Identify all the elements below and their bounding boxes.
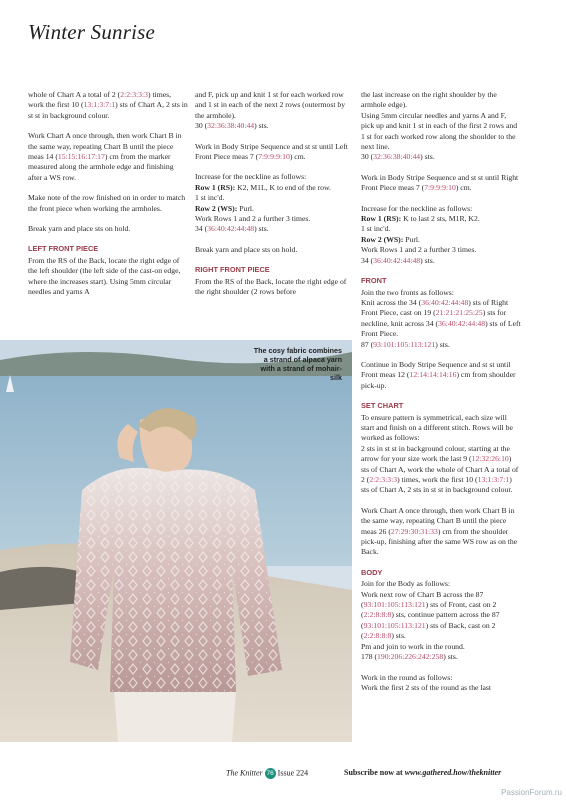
- magazine-name: The Knitter: [226, 768, 263, 778]
- paragraph: Work in Body Stripe Sequence and st st until Left Front Piece meas 7 (7:9:9:9:10) cm.: [195, 141, 348, 162]
- section-heading: BODY: [361, 567, 383, 577]
- issue-number: Issue 224: [277, 768, 309, 778]
- paragraph: Make note of the row finished on in order to match the front piece when working the armholes.: [28, 193, 186, 213]
- paragraph: Work Chart A once through, then work Chart B in the same way, repeating Chart B until the piece meas 26 (27:29:30:31:33) cm from the shoulder pick-up, finishing after the same WS row as on the Back.: [361, 505, 518, 557]
- paragraph: Increase for the neckline as follows: Row 1 (RS): K2, M1L, K to end of the row. 1 st inc'd. Row 2 (WS): Purl. Work Rows 1 and 2 a further 3 times. 34 (36:40:42:44:48) sts.: [195, 172, 331, 234]
- pattern-title: Winter Sunrise: [28, 20, 156, 44]
- section-heading: LEFT FRONT PIECE: [28, 244, 99, 254]
- paragraph: the last increase on the right shoulder by the armhole edge). Using 5mm circular needles and yarns A and F, pick up and knit 1 st in each of the first 2 rows and 1 st for each worked row along the shoulder to the next line. 30 (32:36:38:40:44) sts.: [361, 90, 518, 162]
- section-heading: RIGHT FRONT PIECE: [195, 265, 270, 275]
- watermark: PassionForum.ru: [501, 788, 562, 797]
- paragraph: and F, pick up and knit 1 st for each worked row and 1 st in each of the next 2 rows (outermost by the armhole). 30 (32:36:38:40:44) sts.: [195, 90, 346, 131]
- paragraph: To ensure pattern is symmetrical, each size will start and finish on a different stitch. Rows will be worked as follows: 2 sts in st st in background colour, starting at the arrow for your size work the last 9 (12:32:26:10) sts of Chart A, work the whole of Chart A a total of 2 (2:2:3:3:3) times, work the first 10 (13:1:3:7:1) sts of Chart A, 2 sts in st st in background colour.: [361, 412, 519, 495]
- subscribe-link[interactable]: www.gathered.how/theknitter: [404, 768, 502, 777]
- paragraph: Work Chart A once through, then work Chart B in the same way, repeating Chart B until the piece meas 14 (15:15:16:17:17) cm from the marker measured along the armhole edge and finishing after a WS row.: [28, 131, 182, 182]
- section-heading: FRONT: [361, 276, 387, 286]
- text-column-3: [361, 90, 521, 703]
- text-column-1: [28, 90, 188, 308]
- page-number: 76: [266, 770, 274, 777]
- paragraph: Increase for the neckline as follows: Row 1 (RS): K to last 2 sts, M1R, K2. 1 st inc'd. Row 2 (WS): Purl. Work Rows 1 and 2 a further 3 times. 34 (36:40:42:44:48) sts.: [361, 203, 480, 265]
- paragraph: From the RS of the Back, locate the right edge of the left shoulder (the left side of the cast-on edge, where the increases start). Using 5mm circular needles and yarns A: [28, 255, 181, 297]
- section-heading: SET CHART: [361, 401, 404, 411]
- paragraph: Continue in Body Stripe Sequence and st st until Front meas 12 (12:14:14:14:16) cm from shoulder pick-up.: [361, 359, 516, 390]
- magazine-footer: [226, 768, 308, 779]
- paragraph: From the RS of the Back, locate the right edge of the right shoulder (2 rows before: [195, 276, 347, 297]
- subscribe-line: Subscribe now at www.gathered.how/theknitter: [344, 768, 502, 777]
- paragraph: Join the two fronts as follows: Knit across the 34 (36:40:42:44:48) sts of Right Front Piece, cast on 19 (21:21:21:25:25) sts for neckline, knit across 34 (36:40:42:44:48) sts of Left Front Piece. 87 (93:101:105:113:121) sts.: [361, 287, 521, 349]
- text-column-2: [195, 90, 350, 308]
- photo-illustration: [0, 340, 352, 742]
- paragraph: Join for the Body as follows: Work next row of Chart B across the 87 (93:101:105:113:121) sts of Front, cast on 2 (2:2:8:8:8) sts, continue pattern across the 87 (93:101:105:113:121) sts of Back, cast on 2 (2:2:8:8:8) sts. Pm and join to work in the round. 178 (190:206:226:242:258) sts.: [361, 579, 500, 662]
- paragraph: whole of Chart A a total of 2 (2:2:3:3:3) times, work the first 10 (13:1:3:7:1) sts of Chart A, 2 sts in st st in background colour.: [28, 90, 188, 120]
- paragraph: Break yarn and place sts on hold.: [195, 244, 298, 254]
- model-photo: [0, 340, 352, 742]
- paragraph: Work in Body Stripe Sequence and st st until Right Front Piece meas 7 (7:9:9:9:10) cm.: [361, 172, 519, 193]
- photo-caption: The cosy fabric combines a strand of alpaca yarn with a strand of mohair-silk: [253, 346, 342, 382]
- paragraph: Work in the round as follows: Work the first 2 sts of the round as the last: [361, 672, 492, 692]
- paragraph: Break yarn and place sts on hold.: [28, 224, 131, 234]
